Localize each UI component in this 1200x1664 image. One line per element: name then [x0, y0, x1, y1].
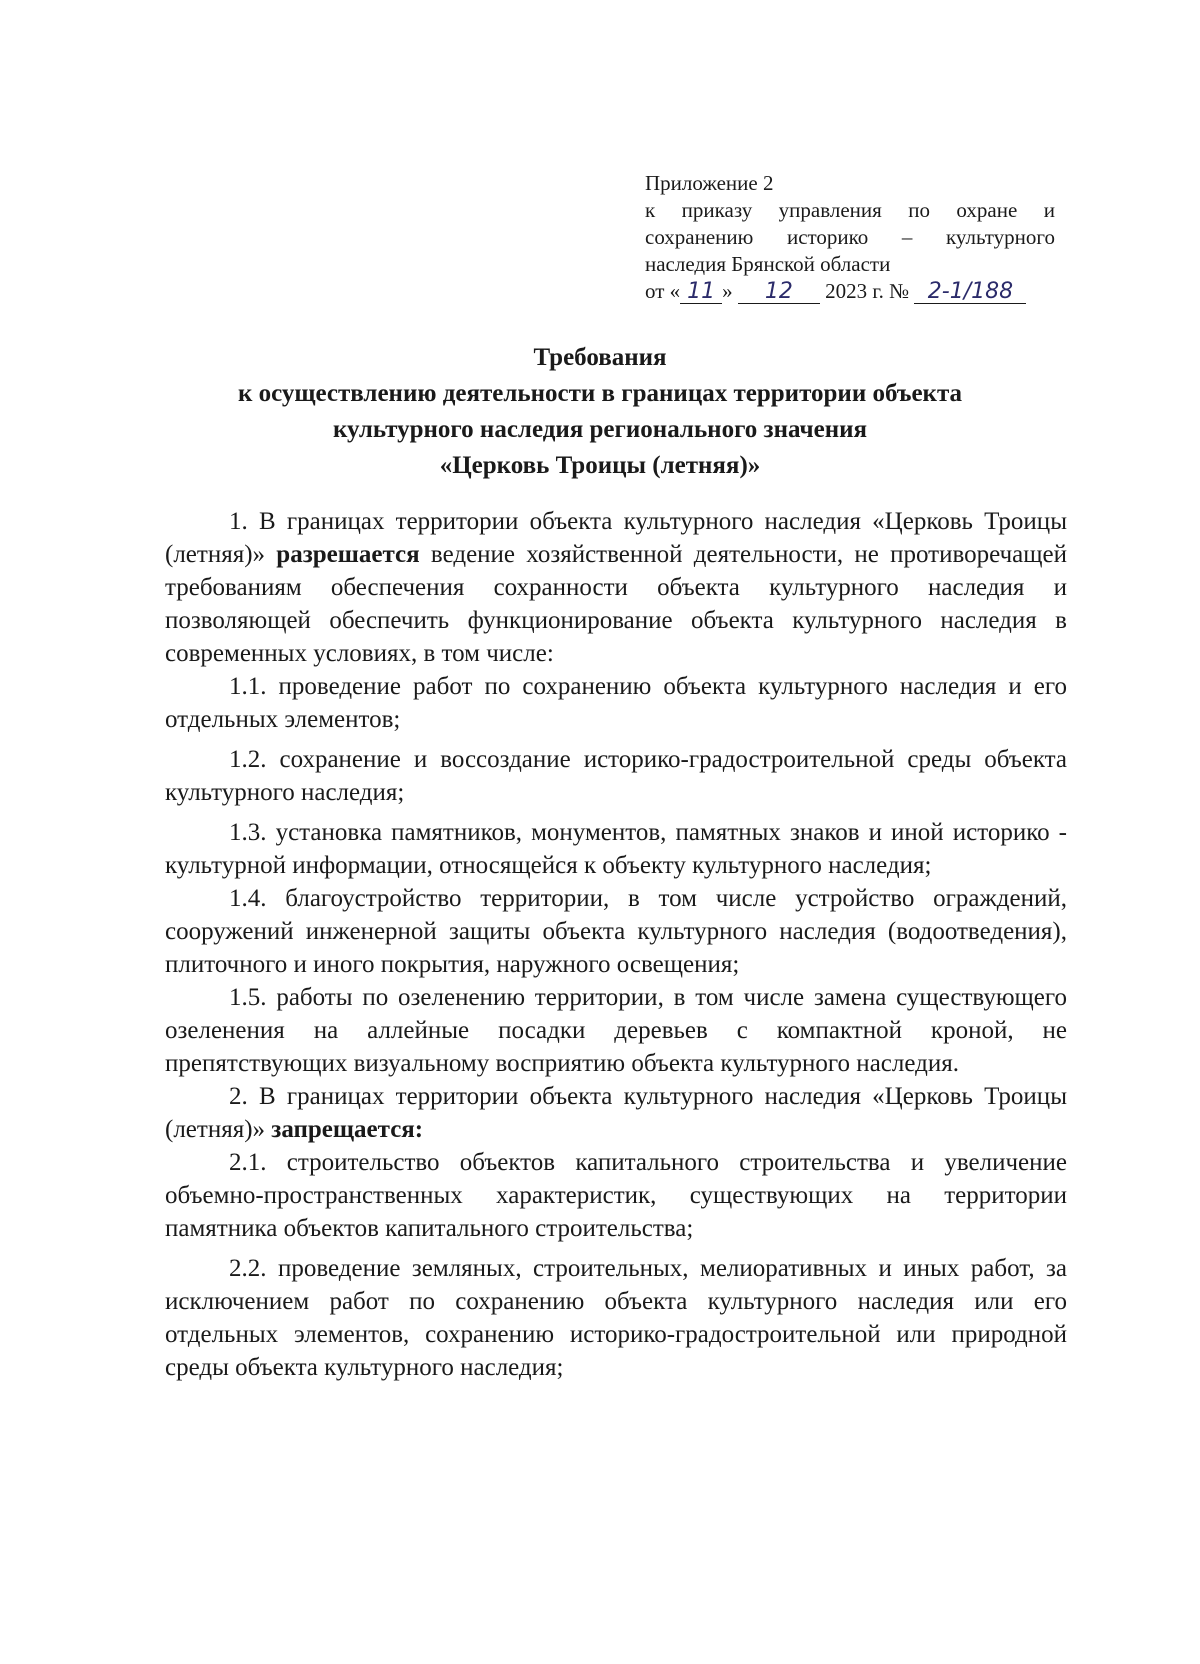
date-year: 2023 г. №	[825, 279, 910, 303]
date-prefix: от «	[645, 279, 681, 303]
paragraph-2-1: 2.1. строительство объектов капитального строительства и увеличение объемно-пространственных характеристик, существующих на территории памятника объектов капитального строительства;	[165, 1149, 1067, 1242]
paragraph-2-2: 2.2. проведение земляных, строительных, мелиоративных и иных работ, за исключением работ по сохранению объекта культурного наследия или его отдельных элементов, сохранению историко-градостроительной или природной среды объекта культурного наследия;	[165, 1255, 1067, 1381]
paragraph-2	[165, 1080, 1067, 1146]
paragraph-1-4: 1.4. благоустройство территории, в том числе устройство ограждений, сооружений инженерной защиты объекта культурного наследия (водоотведения), плиточного и иного покрытия, наружного освещения;	[165, 885, 1067, 978]
paragraph-1-5: 1.5. работы по озеленению территории, в том числе замена существующего озеленения на аллейные посадки деревьев с компактной кроной, не препятствующих визуальному восприятию объекта культурного наследия.	[165, 984, 1067, 1077]
title-line-3: культурного наследия регионального значения	[332, 416, 868, 443]
appendix-line-order: к приказу управления по охране и	[645, 198, 1055, 222]
appendix-title: Приложение 2	[645, 171, 774, 195]
paragraph-1-1: 1.1. проведение работ по сохранению объекта культурного наследия и его отдельных элементов;	[165, 673, 1067, 733]
date-quote-close: »	[722, 279, 733, 303]
paragraph-1	[165, 505, 1067, 670]
paragraph-1-text-a: 1. В границах территории объекта культурного наследия «Церковь Троицы (летняя)»	[165, 508, 1067, 568]
title-line-1: Требования	[533, 344, 667, 371]
appendix-date-line	[645, 278, 1055, 305]
appendix-reference	[645, 170, 1055, 305]
paragraph-2-text-a: 2. В границах территории объекта культурного наследия «Церковь Троицы (летняя)»	[165, 1083, 1067, 1143]
paragraph-2-bold: запрещается:	[271, 1116, 424, 1143]
appendix-line-region: наследия Брянской области	[645, 252, 891, 276]
handwritten-day: 11	[680, 281, 722, 304]
paragraph-1-text-b: ведение хозяйственной деятельности, не противоречащей требованиям обеспечения сохранности объекта культурного наследия и позволяющей обеспечить функционирование объекта культурного наследия в современных условиях, в том числе:	[165, 541, 1067, 667]
appendix-line-department: сохранению историко – культурного	[645, 225, 1055, 249]
handwritten-month: 12	[738, 281, 820, 304]
paragraph-1-3: 1.3. установка памятников, монументов, памятных знаков и иной историко - культурной информации, относящейся к объекту культурного наследия;	[165, 819, 1067, 879]
title-line-2: к осуществлению деятельности в границах территории объекта	[237, 380, 963, 407]
paragraph-1-bold: разрешается	[276, 541, 420, 568]
title-line-4: «Церковь Троицы (летняя)»	[439, 452, 761, 479]
handwritten-order-number: 2-1/188	[914, 281, 1026, 304]
paragraph-1-2: 1.2. сохранение и воссоздание историко-градостроительной среды объекта культурного наследия;	[165, 746, 1067, 806]
document-body	[165, 505, 1067, 1384]
document-title	[180, 340, 1020, 484]
